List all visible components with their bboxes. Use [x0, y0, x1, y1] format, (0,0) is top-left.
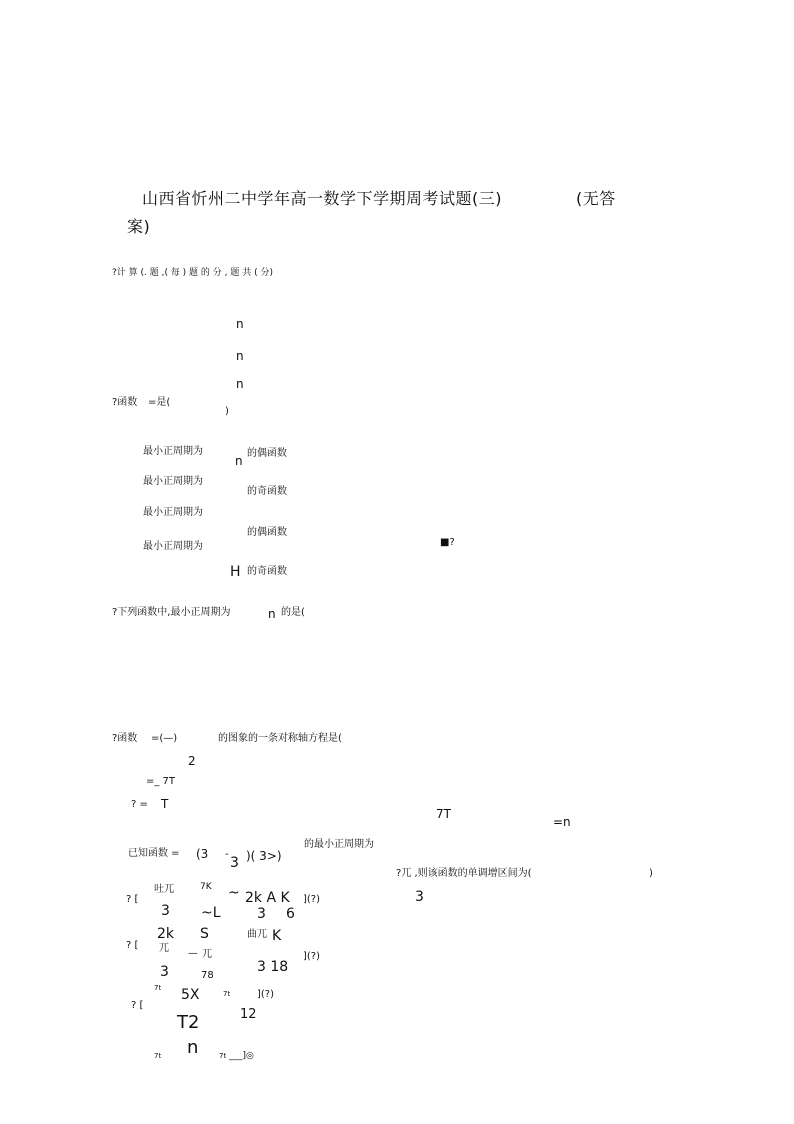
q4-b-end: ](?) — [303, 951, 321, 962]
q4-a-six: 6 — [286, 906, 295, 922]
q1-option-a-suffix: 的偶函数 — [247, 448, 287, 459]
q3-eq-n: =n — [553, 815, 571, 829]
q1-close-paren: ) — [225, 406, 229, 417]
q4-period: 的最小正周期为 — [304, 839, 374, 850]
q4-c-T2: T2 — [177, 1012, 200, 1033]
q4-three-right: 3 — [415, 889, 424, 905]
q4-condition: ?兀 ,则该函数的单调增区间为( — [396, 868, 532, 879]
q4-close-paren: ) — [649, 868, 653, 879]
q4-b-pi2: 兀 — [202, 949, 212, 960]
q2-text: ?下列函数中,最小正周期为 — [112, 607, 231, 618]
q4-b-78: 78 — [201, 970, 214, 981]
q4-known: 已知函数 = — [128, 848, 180, 859]
q4-c-7t2: 7t — [223, 990, 231, 998]
section-header: ?计 算 (. 题 ,( 每 ) 题 的 分 , 题 共 ( 分) — [112, 268, 273, 278]
document-title: 山西省忻州二中学年高一数学下学期周考试题(三) — [142, 189, 502, 208]
q4-c-5X: 5X — [181, 987, 200, 1003]
q4-b-K: K — [272, 928, 282, 944]
q4-d-end: ___]◎ — [229, 1051, 254, 1061]
q4-a-top1: 吐兀 — [154, 884, 174, 895]
q4-d-n: n — [187, 1037, 199, 1058]
q4-b-S: S — [200, 926, 209, 942]
document-title-line2: 案) — [127, 217, 151, 236]
q4-b-dash: — — [188, 948, 198, 959]
q4-a-top2: 7K — [200, 882, 212, 892]
q4-b-pi: 兀 — [159, 943, 169, 954]
q3-T: T — [161, 797, 169, 811]
q1-equation: =是( — [148, 397, 171, 408]
q3-suffix: 的图象的一条对称轴方程是( — [218, 733, 342, 744]
q1-n-mark-3: n — [236, 377, 244, 391]
q4-c-end: ](?) — [257, 989, 275, 1000]
q4-d-7t2: 7t — [219, 1052, 227, 1060]
q4-dash: - — [225, 849, 229, 860]
q2-n: n — [268, 607, 276, 621]
q4-a-end: ](?) — [303, 894, 321, 905]
q1-option-a-label: 最小正周期为 — [143, 446, 203, 457]
q4-c-q: ? [ — [131, 1000, 144, 1011]
q4-b-curve: 曲兀 — [247, 929, 267, 940]
q1-mark: ■? — [440, 537, 455, 548]
q1-option-d-suffix: 的奇函数 — [247, 566, 287, 577]
q2-suffix: 的是( — [281, 607, 305, 618]
q4-b-three: 3 — [160, 964, 169, 980]
q3-option-b: ? = — [131, 799, 148, 810]
q3-two: 2 — [188, 754, 196, 768]
q4-b-2k: 2k — [157, 926, 175, 942]
q1-option-a-n: n — [235, 454, 243, 468]
q4-c-7t: 7t — [154, 984, 162, 992]
q4-expr2: )( 3>) — [246, 849, 282, 863]
q1-option-b-suffix: 的奇函数 — [247, 486, 287, 497]
q3-option-a: =_ 7T — [146, 776, 176, 787]
q4-b-318: 3 18 — [257, 959, 289, 975]
q4-a-three2: 3 — [257, 906, 266, 922]
q4-expr: (3 — [196, 847, 209, 861]
q1-option-d-H: H — [230, 564, 241, 580]
q1-option-c-suffix: 的偶函数 — [247, 527, 287, 538]
q1-n-mark-1: n — [236, 317, 244, 331]
q3-7T: 7T — [436, 807, 451, 821]
q4-three: 3 — [230, 855, 239, 871]
q4-a-L: ~L — [201, 905, 221, 921]
q1-n-mark-2: n — [236, 349, 244, 363]
q4-a-tilde: ~ — [228, 885, 240, 901]
q4-b-q: ? [ — [126, 940, 139, 951]
q3-stem: ?函数 — [112, 733, 138, 744]
q1-stem: ?函数 — [112, 397, 138, 408]
document-title-suffix: (无答 — [576, 189, 616, 208]
q1-option-d-label: 最小正周期为 — [143, 541, 203, 552]
q4-a-q: ? [ — [126, 894, 139, 905]
q1-option-c-label: 最小正周期为 — [143, 507, 203, 518]
q4-a-three1: 3 — [161, 903, 170, 919]
q4-c-12: 12 — [240, 1007, 257, 1022]
q3-equation: =(—) — [151, 733, 178, 744]
q4-d-7t: 7t — [154, 1052, 162, 1060]
q1-option-b-label: 最小正周期为 — [143, 476, 203, 487]
q4-a-2k: 2k A K — [245, 890, 290, 906]
